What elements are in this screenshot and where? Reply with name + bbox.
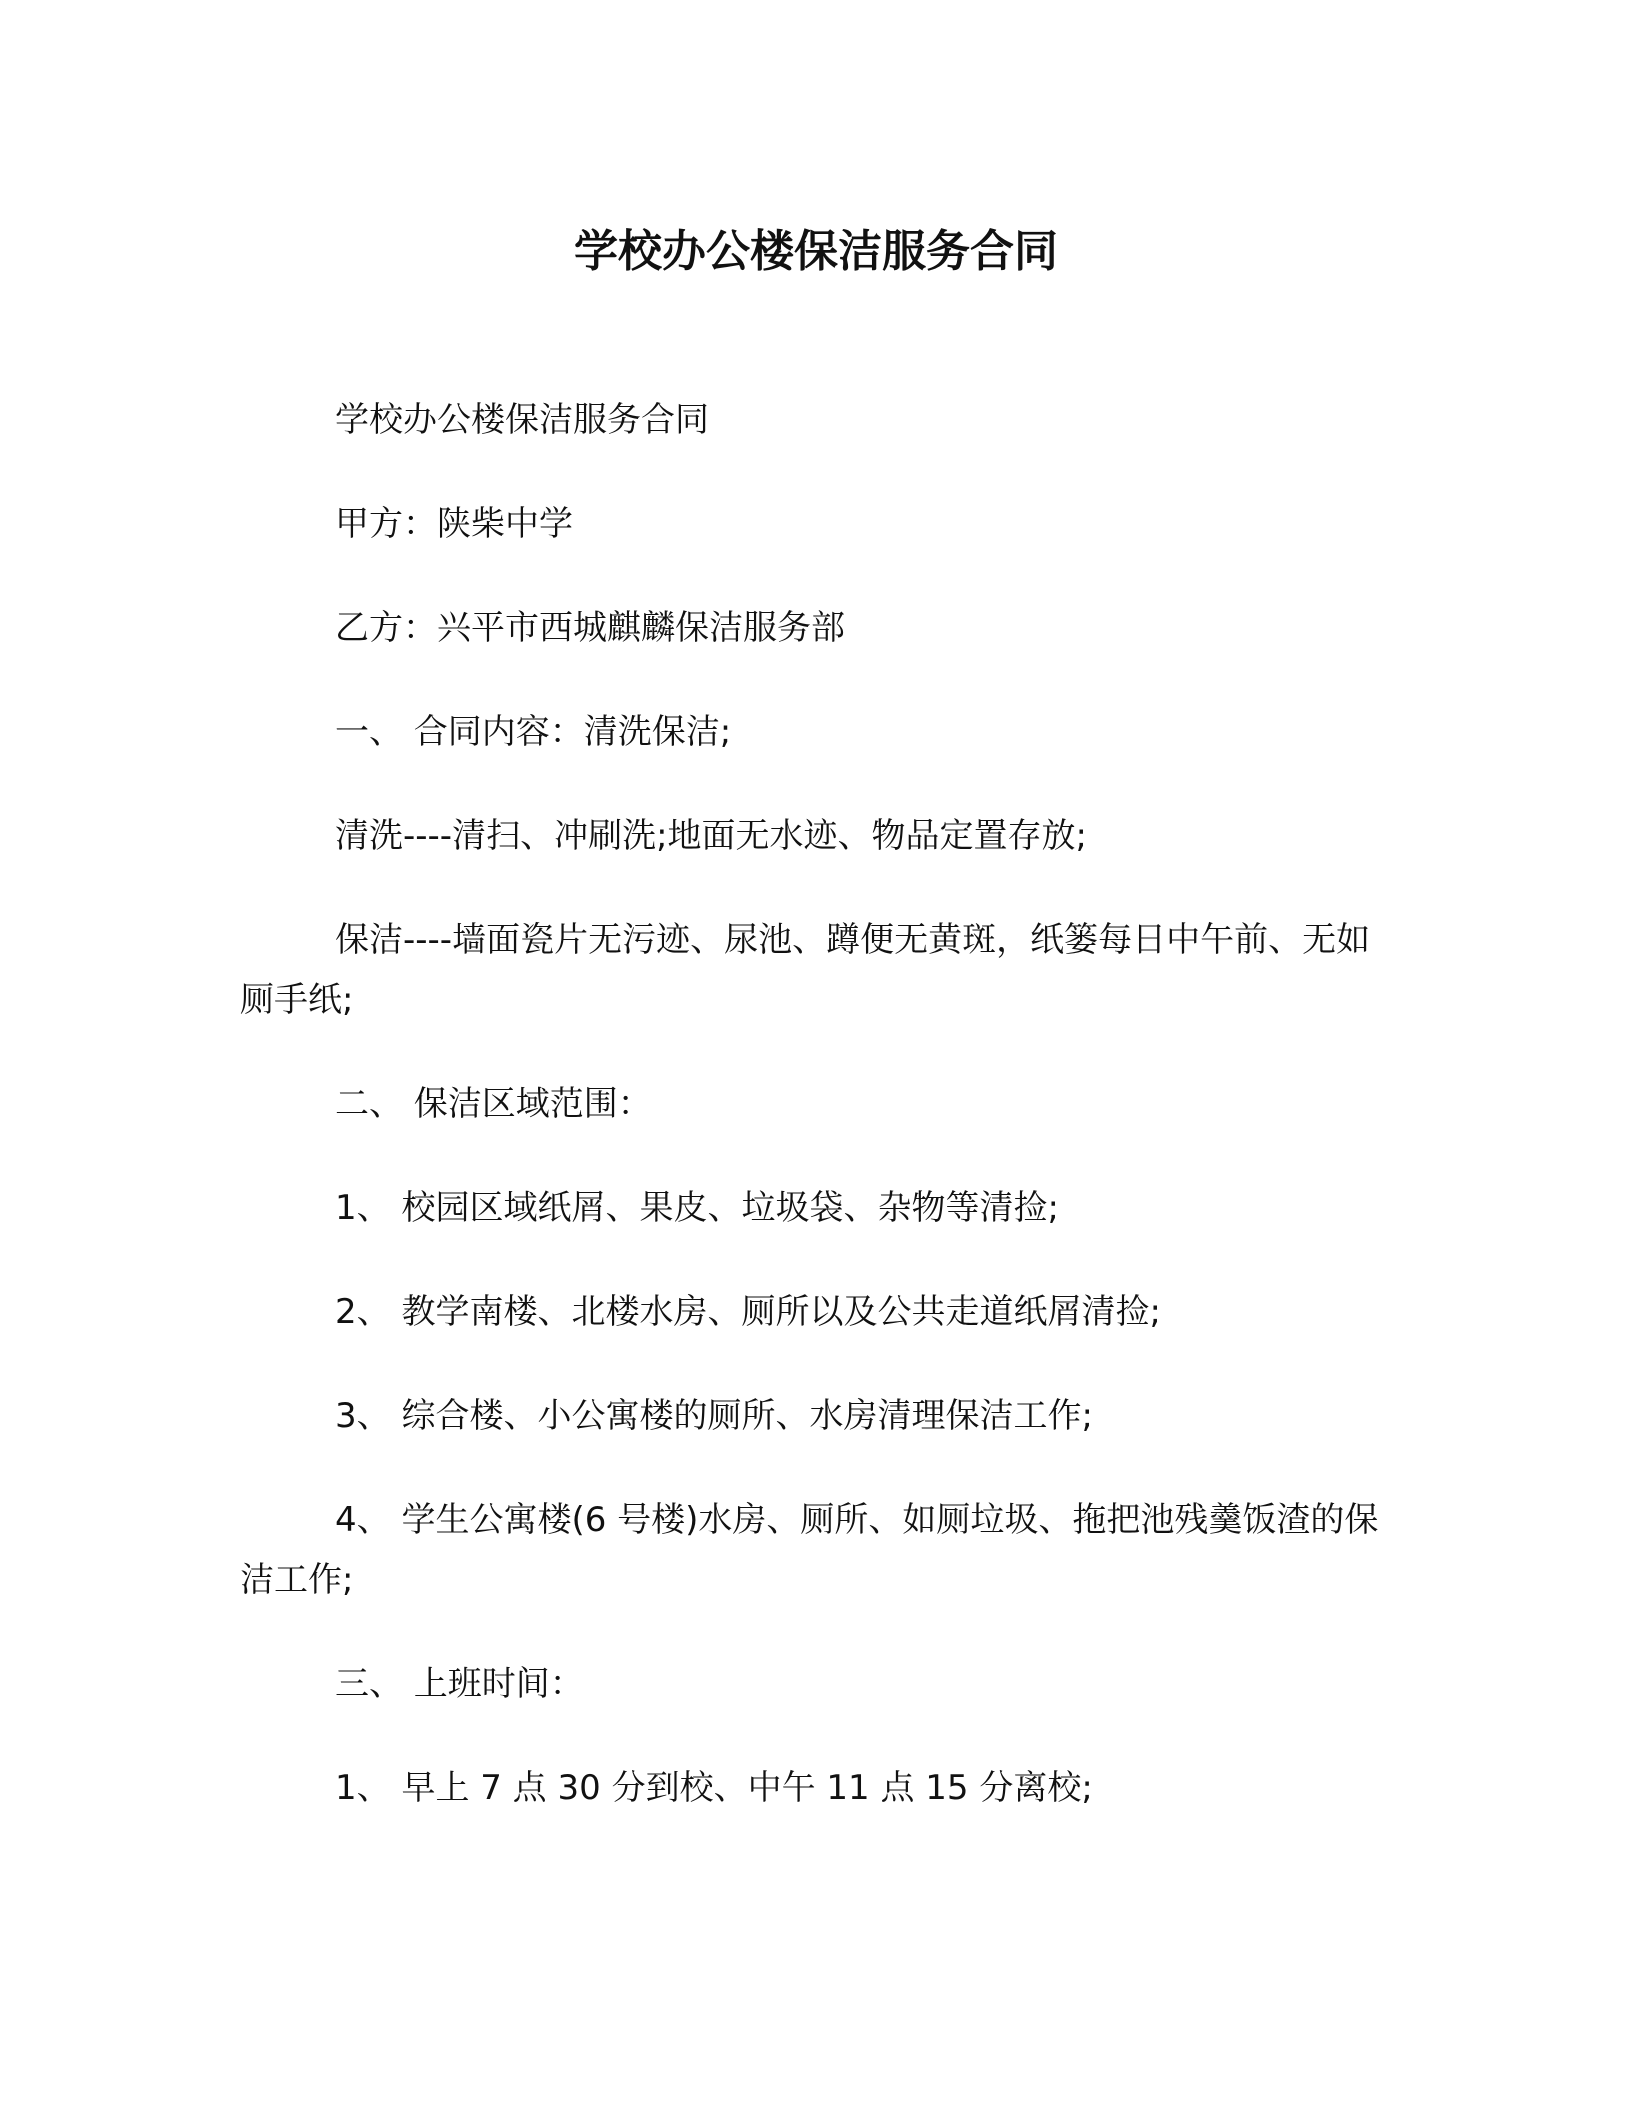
list-item-hours-1: 1、 早上 7 点 30 分到校、中午 11 点 15 分离校;: [335, 1768, 1093, 1808]
paragraph-party-a: 甲方：陕柴中学: [335, 504, 573, 544]
list-item-scope-4: 4、 学生公寓楼(6 号楼)水房、厕所、如厕垃圾、拖把池残羹饭渣的保洁工作;: [240, 1500, 1379, 1600]
section-heading-work-hours: 三、 上班时间：: [335, 1664, 584, 1704]
paragraph-party-b: 乙方：兴平市西城麒麟保洁服务部: [335, 608, 845, 648]
paragraph-sanitation: 保洁----墙面瓷片无污迹、尿池、蹲便无黄斑，纸篓每日中午前、无如厕手纸;: [240, 920, 1371, 1020]
list-item-scope-1: 1、 校园区域纸屑、果皮、垃圾袋、杂物等清捡;: [335, 1188, 1059, 1228]
section-heading-contract-content: 一、 合同内容：清洗保洁;: [335, 712, 732, 752]
paragraph-subtitle: 学校办公楼保洁服务合同: [335, 400, 709, 440]
document-title: 学校办公楼保洁服务合同: [574, 226, 1058, 277]
paragraph-cleaning: 清洗----清扫、冲刷洗;地面无水迹、物品定置存放;: [335, 816, 1087, 856]
section-heading-scope: 二、 保洁区域范围：: [335, 1084, 652, 1124]
list-item-scope-3: 3、 综合楼、小公寓楼的厕所、水房清理保洁工作;: [335, 1396, 1093, 1436]
list-item-scope-2: 2、 教学南楼、北楼水房、厕所以及公共走道纸屑清捡;: [335, 1292, 1161, 1332]
document-body: [240, 390, 1390, 1862]
